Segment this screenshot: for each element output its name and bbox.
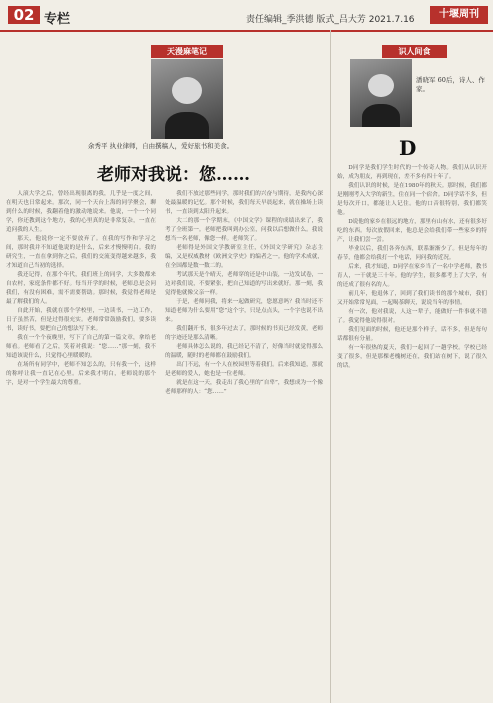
left-column-name: 天漫麻笔记 [151, 45, 223, 58]
editor-meta-line: 责任编辑_季洪德 版式_吕大芳 2021.7.16 [246, 15, 415, 25]
page-header [0, 0, 493, 32]
right-article-title: D [399, 136, 417, 160]
column-divider [330, 30, 331, 703]
author-portrait-left [151, 59, 223, 139]
left-author-intro: 余秀平 执业律师，自由撰稿人，爱好旅书和美食。 [88, 142, 234, 150]
author-portrait-right [350, 59, 412, 127]
left-article-body-col2: 我们不放过那些同学，那时我们的兴奋与期待，是我内心深处最温暖的记忆。那个时候，我们每天早晨起来，就在操场上读书，一直读到太阳升起来。 大二的那一个学期末，《中国文学》课程的成绩出来了，我考了全班第一。老师把我叫到办公室，问我以后想做什么。我说想当一名老师，像您一样。老师笑了。 老师得是外国文学教研室主任，《外国文学研究》杂志主编，又是权威教材《欧洲文学史》的编者之一。他的学术成就，在全国都是数一数二的。 考试那天是个晴天，老师穿的还是中山装，一边发试卷，一边对我们说，不要紧张，把自己知道的写出来就好。那一刻，我觉得他就像父亲一样。 于是，老师问我，将来一起做研究，您愿意吗？我当时还不知道老师为什么要用“您”这个字，只是点点头，一个字也说不出来。 我们翻开书，很多年过去了，那时候的书页已经发黄，老师的字迹还是那么清晰。 老师具体怎么说的，我已经记不清了，好像当时就觉得那么的温暖，随时的老师都在鼓励我们。 出门不远，有一个人在校园里等着我们。后来我知道，那就是老师的爱人，她也是一位老师。 就是在这一天，我走出了我心里的“自卑”，我想成为一个像老师那样的人：“您……” [165, 191, 323, 395]
newspaper-brand: 十堰周刊 [430, 6, 488, 24]
page-number: 02 [8, 6, 40, 24]
right-column-name: 识人间食 [382, 45, 447, 58]
right-author-intro: 潘晓军 60后，诗人、作家。 [416, 76, 485, 93]
left-article-title: 老师对我说：您…… [97, 165, 250, 185]
section-name: 专栏 [44, 12, 71, 27]
right-article-body: D同学是我们学生时代的一个传奇人物。我们从认识开始，成为朋友，再到现在，差不多有四十年了。 我们认识的时候，是在1980年的秋天。那时候，我们都是刚刚考入大学的新生，住在同一个宿舍。D同学话不多，但是每次开口，都能让人记住。他的口音很特别，我们都笑他。 D说他的家乡在很远的地方，那里有山有水，还有很多好吃的东西。每次放假回来，他总是会给我们带一些家乡的特产，让我们尝一尝。 毕业以后，我们各奔东西，联系渐渐少了。但是每年的春节，他都会给我打一个电话，问问我的近况。 后来，我才知道，D同学在家乡当了一名中学老师，教书育人，一干就是三十年。他的学生，很多都考上了大学，有的还成了很有名的人。 前几年，他退休了，回到了我们读书的那个城市，我们又开始常常见面，一起喝茶聊天，说说当年的事情。 有一次，他对我说，人这一辈子，能做好一件事就不错了。我觉得他说得很对。 我们见面的时候，他还是那个样子，话不多，但是每句话都很有分量。 有一年很热的夏天，我们一起回了一趟学校。学校已经变了很多，但是那棵老槐树还在，我们站在树下，说了很久的话。 [337, 165, 487, 369]
left-article-body-col1: 人滚大学之后，曾经出现很离的我，几乎是一度之间，在明天也日常起来。那次，同一个天台上海的同学聚会，聊到什么的时候，我翻着他的激动地说来。他说，一个一个同学，你还教到这个地方，我的心里真的是非常复杂，一直在追问我的人生。 那天，他说你一定不要放弃了。在我的写作和学习之间，那时我并不知道他说的是什么，后来才慢慢明白。我的研究生，一直在拿到你之后，我们的交流变得越来越多，我才知道自己当初的选择。 我还记得，在那个年代，我们班上的同学，大多数都来自农村，家庭条件都不好。每当开学的时候，老师总是会问我们，有没有困难，需不需要帮助。那时候，我觉得老师是最了解我们的人。 自此开始，我就在那个学校里，一边读书，一边工作，日子虽然苦，但是过得很充实。老师常常鼓励我们，要多读书，读好书，要把自己的想法写下来。 我在一个个夜晚里，写下了自己的第一篇文章，拿给老师看。老师看了之后，笑着对我说：“您……”那一刻，我不知道该说什么，只觉得心里暖暖的。 在场所有同学中，老师不知怎么的，只有我一个，这样的称呼让我一直记在心里。后来我才明白，老师说的那个字，是对一个学生最大的尊重。 [6, 191, 156, 386]
